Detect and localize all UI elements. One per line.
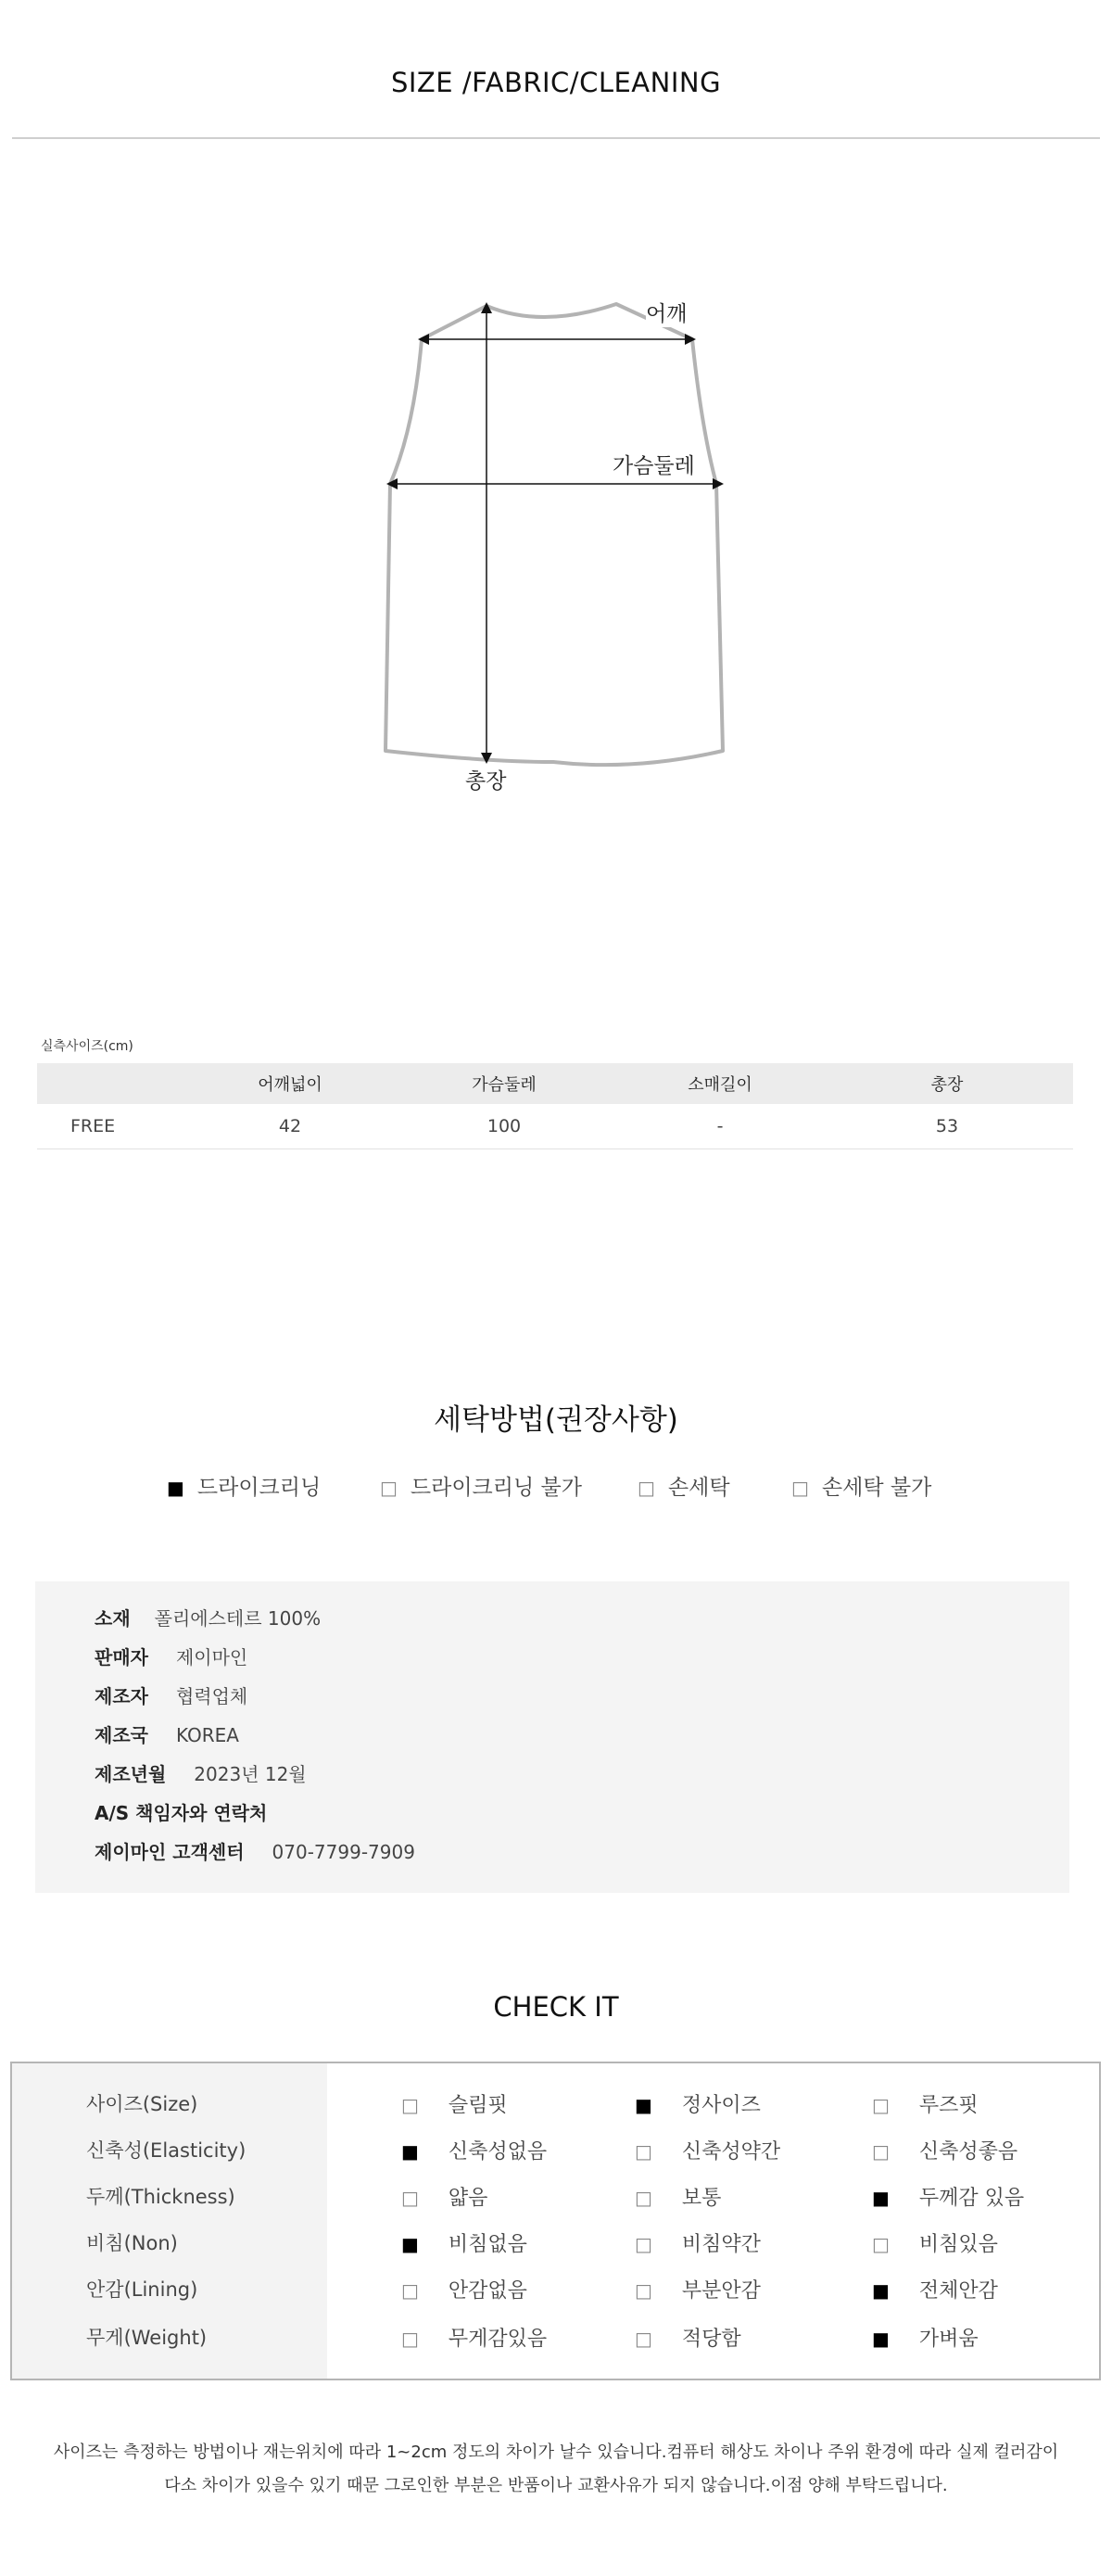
check-option bbox=[872, 2275, 998, 2303]
product-info-box bbox=[35, 1581, 1069, 1893]
info-row bbox=[95, 1643, 247, 1669]
check-row-label: 사이즈(Size) bbox=[86, 2093, 198, 2115]
column-header: 총장 bbox=[821, 1063, 1073, 1104]
info-value: 협력업체 bbox=[175, 1685, 248, 1707]
unchecked-box-icon: □ bbox=[635, 2140, 652, 2163]
info-key: 제조국 bbox=[95, 1724, 148, 1746]
unchecked-box-icon: □ bbox=[401, 2187, 419, 2209]
check-option bbox=[401, 2228, 527, 2257]
check-option-label: 신축성약간 bbox=[681, 2140, 781, 2164]
checked-box-icon: ■ bbox=[167, 1477, 184, 1499]
info-row bbox=[95, 1681, 247, 1708]
info-value: 070-7799-7909 bbox=[272, 1841, 415, 1863]
info-key: 소재 bbox=[95, 1607, 131, 1630]
unchecked-box-icon: □ bbox=[401, 2328, 419, 2350]
size-cell: 100 bbox=[389, 1104, 619, 1148]
check-option-label: 무게감있음 bbox=[448, 2328, 548, 2351]
size-table-caption: 실측사이즈(cm) bbox=[41, 1039, 133, 1054]
size-table-header bbox=[37, 1063, 1073, 1104]
check-it-title: CHECK IT bbox=[493, 1991, 619, 2023]
info-row bbox=[95, 1604, 321, 1631]
check-row bbox=[12, 2171, 1099, 2217]
washing-option-label: 드라이크리닝 불가 bbox=[410, 1476, 582, 1500]
checked-box-icon: ■ bbox=[872, 2187, 890, 2209]
check-option-label: 가벼움 bbox=[918, 2328, 979, 2351]
washing-options bbox=[0, 1470, 1112, 1500]
check-option-label: 비침약간 bbox=[681, 2233, 761, 2256]
check-option-label: 슬림핏 bbox=[448, 2094, 508, 2117]
check-row-label: 무게(Weight) bbox=[86, 2327, 208, 2349]
checked-box-icon: ■ bbox=[872, 2279, 890, 2302]
info-row bbox=[95, 1720, 239, 1747]
unchecked-box-icon: □ bbox=[791, 1477, 809, 1499]
check-it-table bbox=[10, 2062, 1101, 2380]
check-option bbox=[872, 2089, 979, 2118]
unchecked-box-icon: □ bbox=[635, 2187, 652, 2209]
chest-label: 가슴둘레 bbox=[613, 449, 695, 479]
check-option bbox=[401, 2275, 527, 2303]
check-option bbox=[401, 2182, 487, 2211]
page-title: SIZE /FABRIC/CLEANING bbox=[390, 67, 722, 98]
check-option bbox=[401, 2136, 547, 2164]
washing-option bbox=[791, 1470, 931, 1501]
check-row bbox=[12, 2312, 1099, 2358]
check-option-label: 전체안감 bbox=[918, 2279, 998, 2303]
info-value: KOREA bbox=[175, 1724, 239, 1746]
check-option-label: 부분안감 bbox=[681, 2279, 761, 2303]
table-row bbox=[37, 1104, 1073, 1148]
checked-box-icon: ■ bbox=[401, 2140, 419, 2163]
unchecked-box-icon: □ bbox=[638, 1477, 655, 1499]
check-option bbox=[635, 2182, 721, 2211]
info-key: 제조자 bbox=[95, 1685, 148, 1707]
check-option-label: 비침없음 bbox=[448, 2233, 527, 2256]
washing-option-label: 드라이크리닝 bbox=[196, 1476, 322, 1500]
check-row-label: 두께(Thickness) bbox=[86, 2186, 235, 2208]
size-cell: - bbox=[619, 1104, 821, 1148]
checked-box-icon: ■ bbox=[635, 2094, 652, 2116]
check-row-label: 신축성(Elasticity) bbox=[86, 2139, 246, 2162]
column-header: 어깨넓이 bbox=[191, 1063, 389, 1104]
check-option-label: 보통 bbox=[681, 2187, 722, 2210]
washing-option-label: 손세탁 bbox=[667, 1476, 730, 1500]
check-option-label: 두께감 있음 bbox=[918, 2187, 1025, 2210]
disclaimer-line: 사이즈는 측정하는 방법이나 재는위치에 따라 1~2cm 정도의 차이가 날수 있습니다.컴퓨터 해상도 차이나 주위 환경에 따라 실제 컬러감이 bbox=[53, 2443, 1059, 2462]
checked-box-icon: ■ bbox=[872, 2328, 890, 2350]
unchecked-box-icon: □ bbox=[872, 2233, 890, 2255]
check-option bbox=[401, 2089, 508, 2118]
checked-box-icon: ■ bbox=[401, 2233, 419, 2255]
column-header bbox=[37, 1063, 191, 1104]
check-option bbox=[635, 2323, 741, 2352]
info-value: 2023년 12월 bbox=[194, 1763, 307, 1785]
check-option bbox=[401, 2323, 547, 2352]
unchecked-box-icon: □ bbox=[635, 2233, 652, 2255]
check-option bbox=[635, 2228, 761, 2257]
unchecked-box-icon: □ bbox=[872, 2140, 890, 2163]
unchecked-box-icon: □ bbox=[872, 2094, 890, 2116]
garment-diagram bbox=[357, 278, 755, 816]
disclaimer-note bbox=[0, 2436, 1112, 2503]
check-option-label: 신축성없음 bbox=[448, 2140, 548, 2164]
shoulder-label: 어깨 bbox=[646, 297, 687, 327]
check-option bbox=[872, 2182, 1024, 2211]
check-option-label: 안감없음 bbox=[448, 2279, 527, 2303]
check-row bbox=[12, 2125, 1099, 2171]
column-header: 가슴둘레 bbox=[389, 1063, 619, 1104]
washing-option bbox=[638, 1470, 730, 1501]
check-option-label: 신축성좋음 bbox=[918, 2140, 1018, 2164]
column-header: 소매길이 bbox=[619, 1063, 821, 1104]
check-option-label: 적당함 bbox=[681, 2328, 741, 2351]
info-row bbox=[95, 1837, 415, 1864]
check-option bbox=[635, 2275, 761, 2303]
sleeveless-top-outline bbox=[357, 278, 755, 816]
size-cell: 42 bbox=[191, 1104, 389, 1148]
check-row bbox=[12, 2078, 1099, 2125]
washing-option bbox=[380, 1470, 582, 1501]
unchecked-box-icon: □ bbox=[401, 2094, 419, 2116]
washing-option bbox=[167, 1470, 321, 1501]
size-table bbox=[37, 1063, 1073, 1149]
length-label: 총장 bbox=[465, 764, 506, 794]
info-value: 제이마인 bbox=[175, 1646, 248, 1669]
washing-title: 세탁방법(권장사항) bbox=[434, 1403, 678, 1437]
title-divider bbox=[12, 137, 1100, 139]
check-option-label: 루즈핏 bbox=[918, 2094, 979, 2117]
size-cell: FREE bbox=[37, 1104, 191, 1148]
check-option-label: 얇음 bbox=[448, 2187, 488, 2210]
check-option bbox=[872, 2136, 1017, 2164]
check-option bbox=[635, 2136, 780, 2164]
check-option-label: 비침있음 bbox=[918, 2233, 998, 2256]
info-key: 제이마인 고객센터 bbox=[95, 1841, 245, 1863]
washing-option-label: 손세탁 불가 bbox=[821, 1476, 932, 1500]
info-row bbox=[95, 1798, 267, 1825]
info-row bbox=[95, 1759, 307, 1786]
unchecked-box-icon: □ bbox=[401, 2279, 419, 2302]
size-cell: 53 bbox=[821, 1104, 1073, 1148]
info-key: 제조년월 bbox=[95, 1763, 167, 1785]
disclaimer-line: 다소 차이가 있을수 있기 때문 그로인한 부분은 반품이나 교환사유가 되지 않습니다.이점 양해 부탁드립니다. bbox=[164, 2476, 948, 2495]
check-row bbox=[12, 2217, 1099, 2264]
info-key: 판매자 bbox=[95, 1646, 148, 1669]
info-value: 폴리에스테르 100% bbox=[154, 1607, 322, 1630]
check-option bbox=[635, 2089, 761, 2118]
info-key: A/S 책임자와 연락처 bbox=[95, 1802, 268, 1824]
check-option bbox=[872, 2228, 998, 2257]
unchecked-box-icon: □ bbox=[635, 2328, 652, 2350]
unchecked-box-icon: □ bbox=[380, 1477, 398, 1499]
check-option-label: 정사이즈 bbox=[681, 2094, 761, 2117]
check-row-label: 비침(Non) bbox=[86, 2232, 178, 2254]
unchecked-box-icon: □ bbox=[635, 2279, 652, 2302]
check-row bbox=[12, 2264, 1099, 2310]
check-row-label: 안감(Lining) bbox=[86, 2278, 198, 2301]
check-option bbox=[872, 2323, 979, 2352]
